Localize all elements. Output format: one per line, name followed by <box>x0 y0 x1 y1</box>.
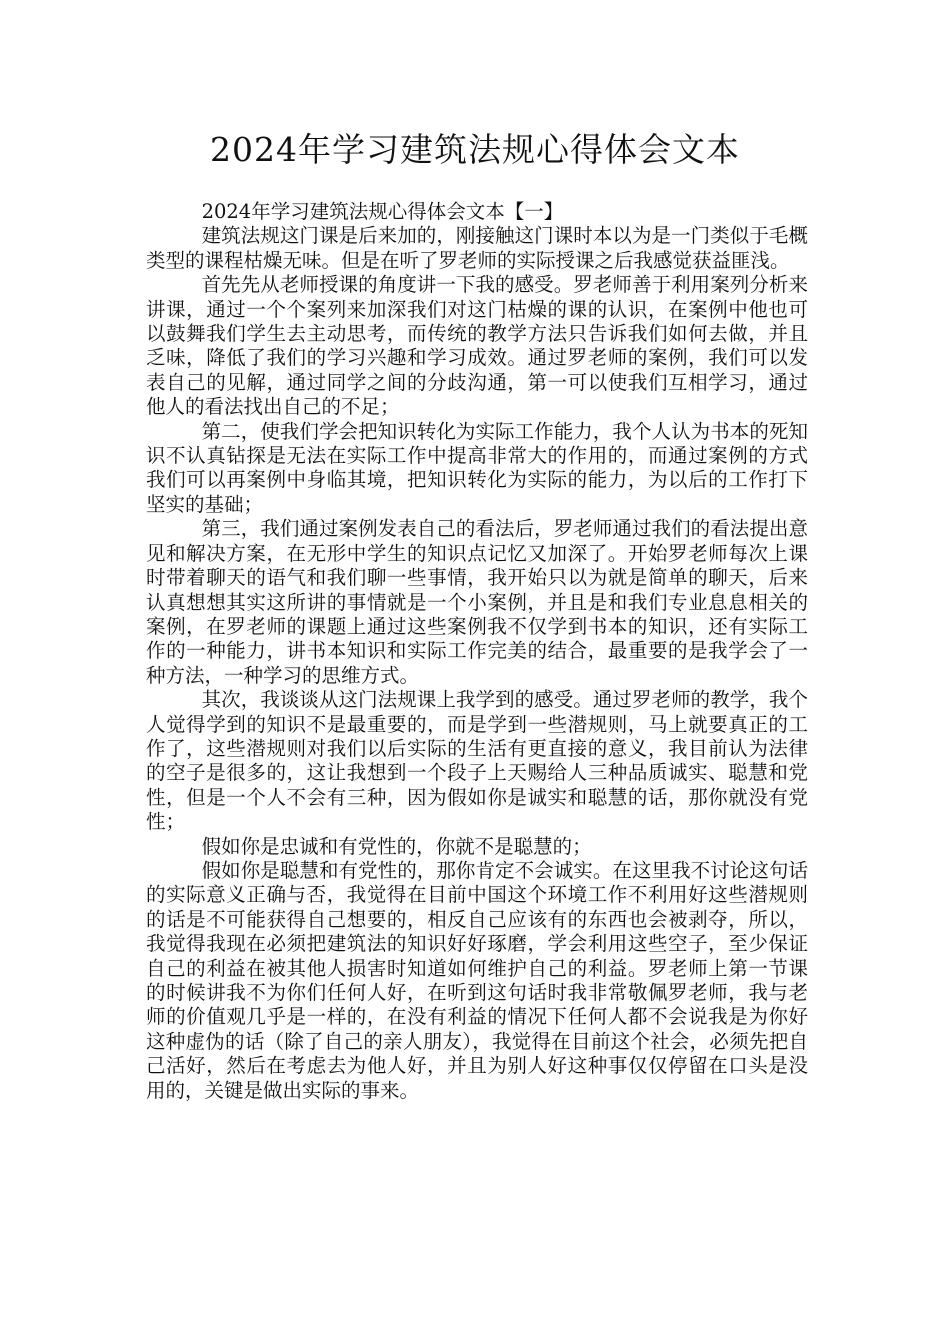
document-body <box>146 200 808 1103</box>
paragraph: 其次，我谈谈从这门法规课上我学到的感受。通过罗老师的教学，我个人觉得学到的知识不是最重要的，而是学到一些潜规则，马上就要真正的工作了，这些潜规则对我们以后实际的生活有更直接的意义，我目前认为法律的空子是很多的，这让我想到一个段子上天赐给人三种品质诚实、聪慧和党性，但是一个人不会有三种，因为假如你是诚实和聪慧的话，那你就没有党性； <box>146 688 808 834</box>
paragraph: 首先先从老师授课的角度讲一下我的感受。罗老师善于利用案列分析来讲课，通过一个个案列来加深我们对这门枯燥的课的认识，在案例中他也可以鼓舞我们学生去主动思考，而传统的教学方法只告诉我们如何去做，并且乏味，降低了我们的学习兴趣和学习成效。通过罗老师的案例，我们可以发表自己的见解，通过同学之间的分歧沟通，第一可以使我们互相学习，通过他人的看法找出自己的不足； <box>146 273 808 419</box>
section-heading: 2024年学习建筑法规心得体会文本【一】 <box>201 200 564 223</box>
paragraph: 假如你是聪慧和有党性的，那你肯定不会诚实。在这里我不讨论这句话的实际意义正确与否，我觉得在目前中国这个环境工作不利用好这些潜规则的话是不可能获得自己想要的，相反自己应该有的东西也会被剥夺，所以，我觉得我现在必须把建筑法的知识好好琢磨，学会利用这些空子，至少保证自己的利益在被其他人损害时知道如何维护自己的利益。罗老师上第一节课的时候讲我不为你们任何人好，在听到这句话时我非常敬佩罗老师，我与老师的价值观几乎是一样的，在没有利益的情况下任何人都不会说我是为你好这种虚伪的话（除了自己的亲人朋友），我觉得在目前这个社会，必须先把自己活好，然后在考虑去为他人好，并且为别人好这种事仅仅停留在口头是没用的，关键是做出实际的事来。 <box>146 858 808 1102</box>
document-title: 2024年学习建筑法规心得体会文本 <box>210 130 740 169</box>
paragraph: 第二，使我们学会把知识转化为实际工作能力，我个人认为书本的死知识不认真钻探是无法在实际工作中提高非常大的作用的，而通过案例的方式我们可以再案例中身临其境，把知识转化为实际的能力，为以后的工作打下坚实的基础； <box>146 419 808 516</box>
paragraph: 建筑法规这门课是后来加的，刚接触这门课时本以为是一门类似于毛概类型的课程枯燥无味。但是在听了罗老师的实际授课之后我感觉获益匪浅。 <box>146 224 808 272</box>
paragraph: 第三，我们通过案例发表自己的看法后，罗老师通过我们的看法提出意见和解决方案，在无形中学生的知识点记忆又加深了。开始罗老师每次上课时带着聊天的语气和我们聊一些事情，我开始只以为就是简单的聊天，后来认真想想其实这所讲的事情就是一个小案例，并且是和我们专业息息相关的案例，在罗老师的课题上通过这些案例我不仅学到书本的知识，还有实际工作的一种能力，讲书本知识和实际工作完美的结合，最重要的是我学会了一种方法，一种学习的思维方式。 <box>146 517 808 687</box>
paragraph: 假如你是忠诚和有党性的，你就不是聪慧的； <box>201 834 592 858</box>
